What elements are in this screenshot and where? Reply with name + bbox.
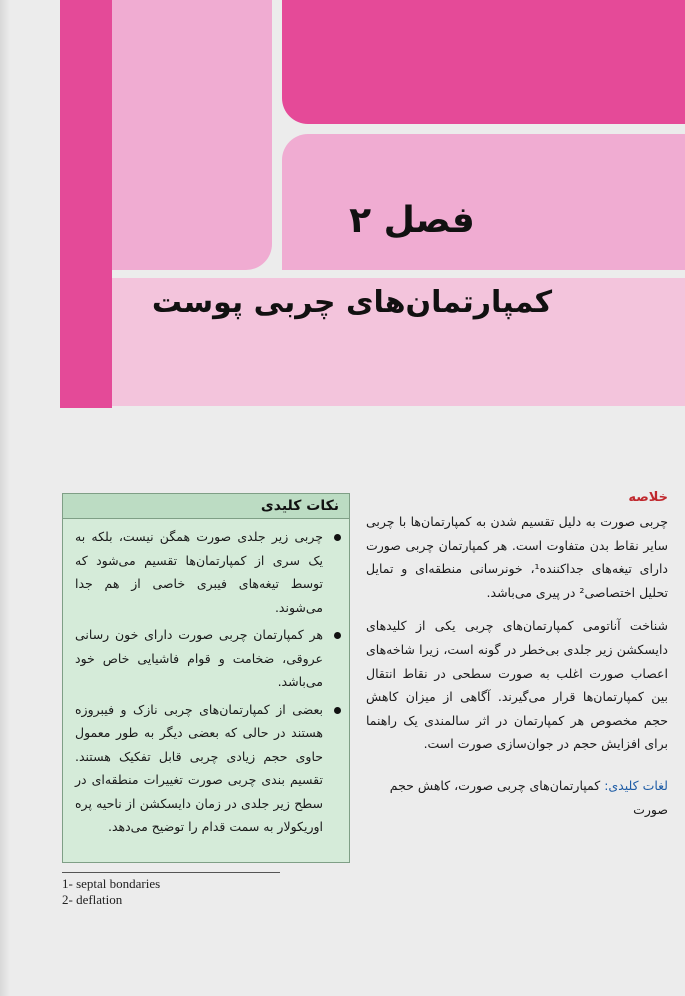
footnotes (62, 876, 322, 908)
keywords-text: کمپارتمان‌های چربی صورت، کاهش حجم صورت (389, 777, 668, 817)
page-gutter (0, 0, 10, 996)
key-point-item (63, 623, 349, 694)
footnote-2: 2- deflation (62, 892, 123, 907)
key-points-box (62, 493, 350, 863)
footnote-divider (62, 872, 280, 873)
summary-heading: خلاصه (628, 490, 668, 505)
chapter-label: فصل ۲ (349, 200, 475, 241)
summary-paragraph-1: چربی صورت به دلیل تقسیم شدن به کمپارتمان‌ها با چربی سایر نقاط بدن متفاوت است. هر کمپارتمان چربی صورت دارای تیغه‌های جداکننده¹، خونرسانی منطقه‌ای و تمایل تحلیل اختصاصی² در پیری می‌باشد. (366, 514, 668, 600)
key-point-item (63, 698, 349, 839)
bullet-icon (334, 534, 341, 541)
decor-panel-top-right (282, 0, 685, 124)
keywords-line (366, 774, 668, 821)
chapter-side-bar (60, 0, 112, 408)
key-points-heading: نکات کلیدی (63, 494, 349, 519)
summary-paragraph-2: شناخت آناتومی کمپارتمان‌های چربی یکی از کلیدهای دایسکشن زیر جلدی بی‌خطر در گونه است، زیرا شاخه‌های اعصاب صورت اغلب به صورت سطحی در نقاط انتقال بین کمپارتمان‌ها قرار می‌گیرند. آگاهی از میزان کاهش حجم مخصوص هر کمپارتمان در اثر سالمندی یک راهنما برای افزایش حجم در جوان‌سازی صورت است. (366, 618, 668, 752)
key-point-item (63, 525, 349, 619)
keywords-label: لغات کلیدی: (604, 777, 668, 793)
summary-section (366, 486, 668, 821)
key-point-text: هر کمپارتمان چربی صورت دارای خون رسانی عروقی، ضخامت و قوام فاشیایی خاص خود می‌باشد. (75, 627, 323, 689)
key-point-text: بعضی از کمپارتمان‌های چربی نازک و فیبروزه هستند در حالی که بعضی دیگر به طور معمول حاوی حجم زیادی چربی قابل تفکیک هستند. تقسیم بندی چربی صورت تغییرات منطقه‌ای در سطح زیر جلدی در زمان دایسکشن از ناحیه پره اوریکولار به سمت قدام را توضیح می‌دهد. (75, 701, 323, 834)
decor-panel-top-left (112, 0, 272, 270)
bullet-icon (334, 632, 341, 639)
bullet-icon (334, 707, 341, 714)
footnote-1: 1- septal bondaries (62, 876, 161, 891)
key-point-text: چربی زیر جلدی صورت همگن نیست، بلکه به یک سری از کمپارتمان‌ها تقسیم می‌شود که توسط تیغه‌های فیبری خاصی از هم جدا می‌شوند. (75, 529, 323, 615)
chapter-title: کمپارتمان‌های چربی پوست (151, 285, 553, 320)
